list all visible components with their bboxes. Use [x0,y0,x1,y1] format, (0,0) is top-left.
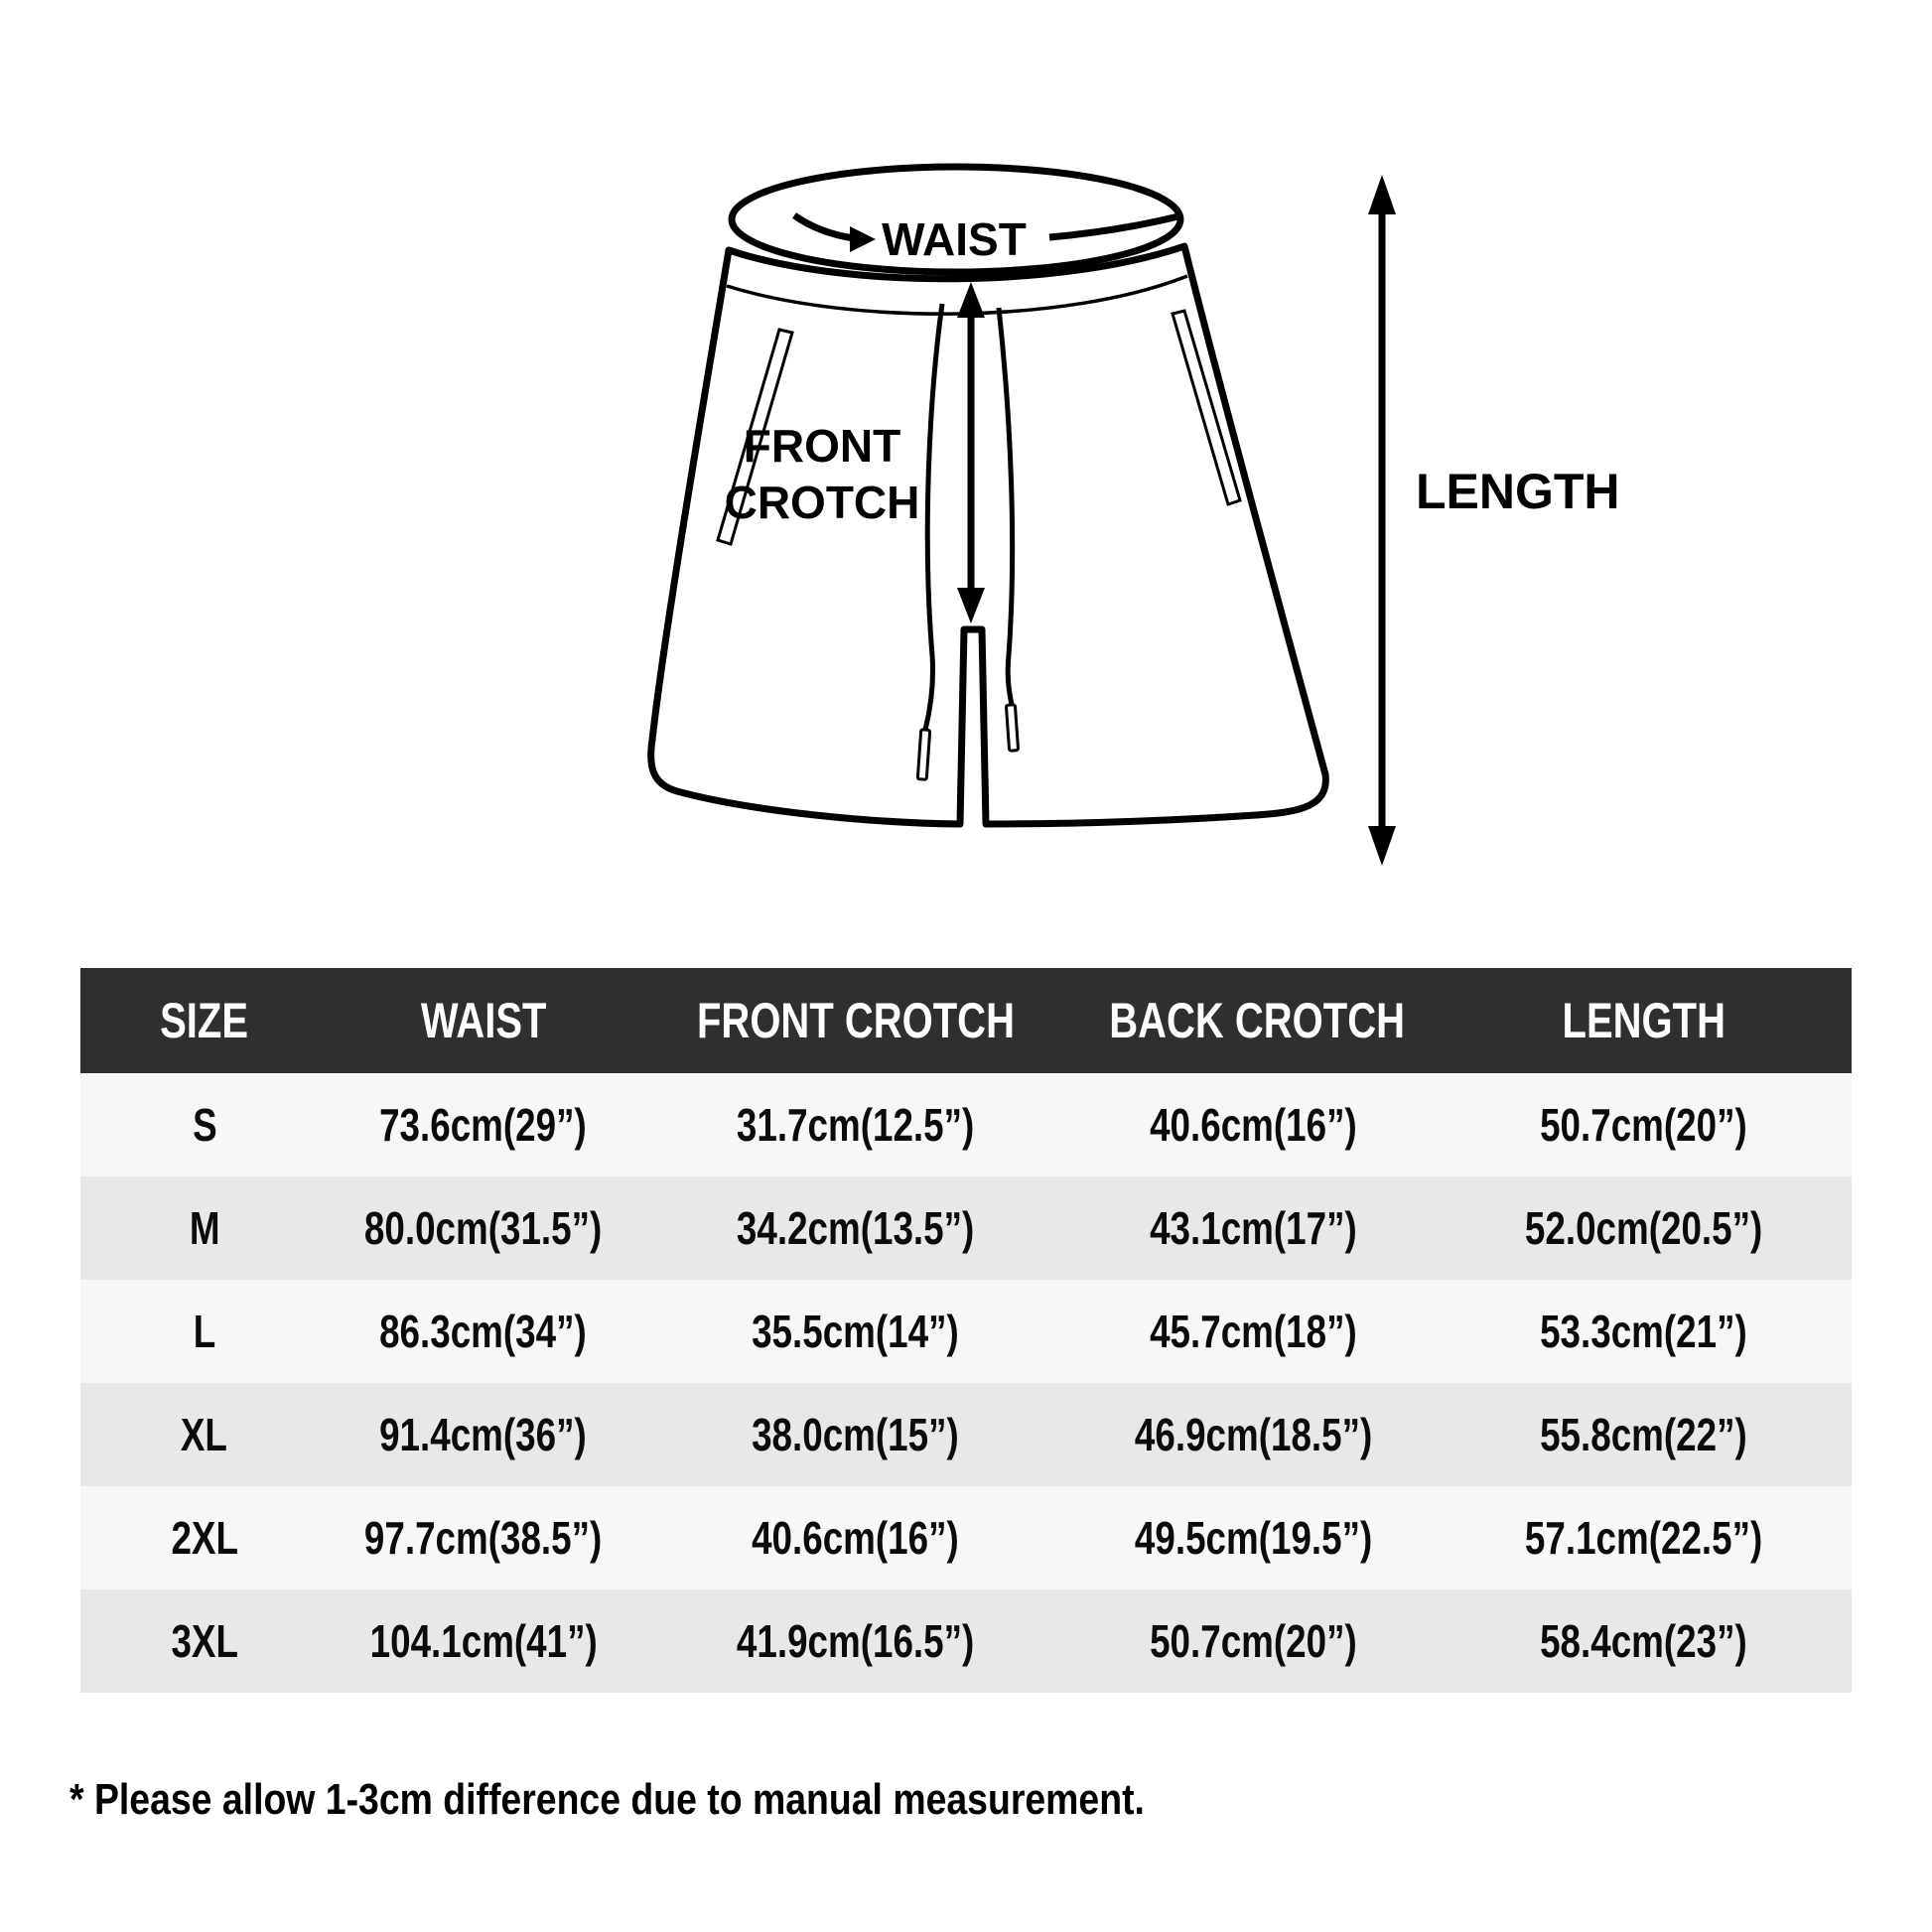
table-cell [638,1486,1072,1589]
cell-text: 55.8cm(22”) [1540,1409,1747,1460]
header-back-crotch [1072,968,1436,1073]
shorts-outline [651,246,1326,824]
drawstring-left-aglet [917,730,929,780]
cell-text: 38.0cm(15”) [752,1409,959,1460]
cell-text: XL [181,1409,228,1460]
table-cell [329,1383,638,1486]
cell-text: 73.6cm(29”) [379,1099,588,1151]
cell-text: 53.3cm(21”) [1540,1306,1747,1357]
table-row-2xl [80,1486,1852,1589]
table-cell [1436,1280,1852,1383]
table-cell [329,1280,638,1383]
table-cell [80,1589,329,1693]
header-label: WAIST [420,993,547,1048]
table-cell [1072,1176,1436,1280]
table-cell [80,1073,329,1176]
header-size [80,968,329,1073]
cell-text: S [192,1099,217,1151]
cell-text: L [193,1306,216,1357]
cell-text: 43.1cm(17”) [1150,1202,1358,1254]
header-label: SIZE [160,993,249,1048]
front-crotch-label-line2: CROTCH [724,477,920,528]
cell-text: 58.4cm(23”) [1540,1615,1747,1667]
cell-text: 104.1cm(41”) [369,1615,598,1667]
table-cell [1436,1176,1852,1280]
table-cell [1436,1383,1852,1486]
cell-text: 34.2cm(13.5”) [736,1202,975,1254]
cell-text: 86.3cm(34”) [379,1306,588,1357]
table-cell [638,1383,1072,1486]
cell-text: 97.7cm(38.5”) [364,1512,603,1564]
header-label: FRONT CROTCH [696,993,1015,1048]
shorts-measurement-diagram [556,119,1668,913]
table-row-s [80,1073,1852,1176]
table-cell [638,1176,1072,1280]
measurement-footnote [69,1775,1334,1825]
table-cell [1072,1589,1436,1693]
table-cell [1072,1383,1436,1486]
length-arrow-icon [1368,175,1396,866]
table-row-l [80,1280,1852,1383]
table-cell [80,1383,329,1486]
table-cell [80,1280,329,1383]
header-length [1436,968,1852,1073]
cell-text: 52.0cm(20.5”) [1524,1202,1763,1254]
table-row-m [80,1176,1852,1280]
table-cell [80,1486,329,1589]
table-cell [329,1589,638,1693]
cell-text: 50.7cm(20”) [1540,1099,1747,1151]
table-cell [1436,1486,1852,1589]
cell-text: 2XL [171,1512,238,1564]
cell-text: 40.6cm(16”) [1150,1099,1358,1151]
table-cell [638,1073,1072,1176]
cell-text: 41.9cm(16.5”) [736,1615,975,1667]
header-label: LENGTH [1562,993,1725,1048]
table-cell [329,1486,638,1589]
table-header-row [80,968,1852,1073]
cell-text: 50.7cm(20”) [1150,1615,1358,1667]
table-cell [329,1176,638,1280]
table-cell [638,1280,1072,1383]
cell-text: 31.7cm(12.5”) [736,1099,975,1151]
header-label: BACK CROTCH [1109,993,1405,1048]
header-waist [329,968,638,1073]
cell-text: 40.6cm(16”) [752,1512,959,1564]
cell-text: 49.5cm(19.5”) [1135,1512,1373,1564]
cell-text: 57.1cm(22.5”) [1524,1512,1763,1564]
cell-text: 35.5cm(14”) [752,1306,959,1357]
table-cell [638,1589,1072,1693]
cell-text: 3XL [171,1615,238,1667]
waist-label: WAIST [882,213,1027,265]
size-table [80,968,1852,1693]
table-cell [1072,1073,1436,1176]
front-crotch-label-line1: FRONT [743,420,901,472]
cell-text: 91.4cm(36”) [379,1409,588,1460]
table-cell [329,1073,638,1176]
drawstring-right-aglet [1006,705,1018,752]
table-cell [1072,1486,1436,1589]
table-row-3xl [80,1589,1852,1693]
length-label: LENGTH [1416,464,1620,519]
table-cell [1436,1589,1852,1693]
table-cell [1436,1073,1852,1176]
cell-text: 46.9cm(18.5”) [1135,1409,1373,1460]
cell-text: M [189,1202,220,1254]
table-cell [1072,1280,1436,1383]
cell-text: 45.7cm(18”) [1150,1306,1358,1357]
cell-text: 80.0cm(31.5”) [364,1202,603,1254]
footnote-text: * Please allow 1-3cm difference due to manual measurement. [69,1775,1145,1824]
header-front-crotch [638,968,1072,1073]
table-cell [80,1176,329,1280]
table-row-xl [80,1383,1852,1486]
